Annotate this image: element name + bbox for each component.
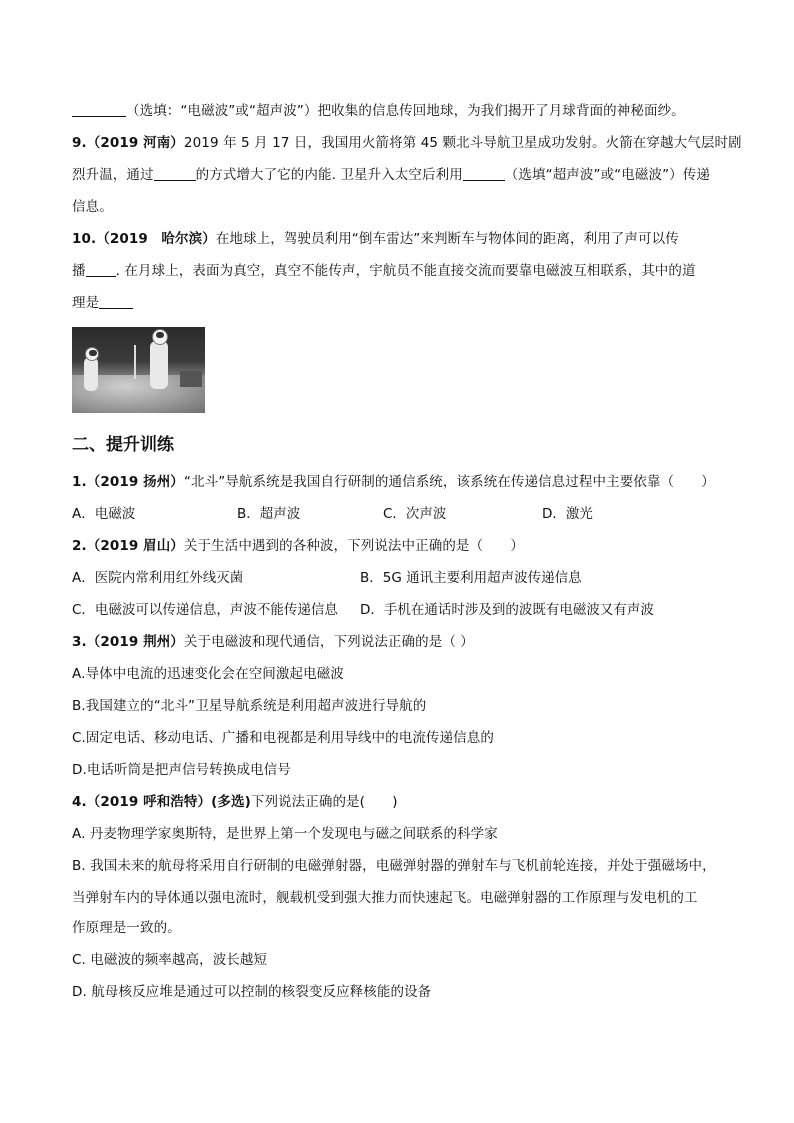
option-b: B．超声波 [237, 506, 301, 522]
question-3-stem: 3.（2019 荆州）关于电磁波和现代通信，下列说法正确的是（ ） [72, 634, 474, 650]
option-d: D．激光 [542, 506, 593, 522]
option-a: A. 丹麦物理学家奥斯特，是世界上第一个发现电与磁之间联系的科学家 [72, 826, 498, 842]
option-c: C．电磁波可以传递信息，声波不能传递信息 [72, 602, 338, 618]
option-b-line-1: B. 我国未来的航母将采用自行研制的电磁弹射器，电磁弹射器的弹射车与飞机前轮连接，并处于强磁场中， [72, 858, 716, 874]
option-a: A．电磁波 [72, 506, 136, 522]
question-source: （2019 眉山） [86, 538, 184, 554]
option-c: C. 电磁波的频率越高，波长越短 [72, 952, 268, 968]
answer-blank [463, 166, 505, 181]
section-title: 二、提升训练 [72, 435, 174, 455]
question-source: （2019 河南） [86, 135, 184, 151]
answer-blank [99, 294, 133, 309]
option-d: D.电话听筒是把声信号转换成电信号 [72, 762, 291, 778]
question-number: 9 [72, 135, 82, 151]
question-9-line-2: 烈升温，通过 的方式增大了它的内能. 卫星升入太空后利用 （选填“超声波”或“电磁波”）传递 [72, 167, 710, 183]
question-10-line-2: 播 . 在月球上，表面为真空，真空不能传声，宇航员不能直接交流而要靠电磁波互相联系，其中的道 [72, 263, 696, 279]
question-number: 3 [72, 634, 82, 650]
option-b-line-2: 当弹射车内的导体通以强电流时，舰载机受到强大推力而快速起飞。电磁弹射器的工作原理与发电机的工 [72, 890, 698, 906]
question-9-line-1: 9.（2019 河南）2019 年 5 月 17 日，我国用火箭将第 45 颗北斗导航卫星成功发射。火箭在穿越大气层时剧 [72, 135, 742, 151]
question-source: （2019 扬州） [86, 474, 184, 490]
astronaut-figure [84, 357, 98, 391]
question-4-stem: 4.（2019 呼和浩特）(多选)下列说法正确的是( ) [72, 794, 398, 810]
question-9-line-3: 信息。 [72, 199, 113, 215]
answer-blank [72, 102, 126, 117]
option-c: C．次声波 [383, 506, 447, 522]
astronaut-figure [150, 341, 168, 389]
question-10-line-3: 理是 [72, 293, 133, 313]
option-d: D. 航母核反应堆是通过可以控制的核裂变反应释核能的设备 [72, 984, 432, 1000]
question-2-stem: 2.（2019 眉山）关于生活中遇到的各种波，下列说法中正确的是（ ） [72, 538, 524, 554]
option-a: A．医院内常利用红外线灭菌 [72, 570, 244, 586]
question-source: （2019 呼和浩特）(多选) [86, 794, 251, 810]
question-number: 4 [72, 794, 82, 810]
option-b: B.我国建立的“北斗”卫星导航系统是利用超声波进行导航的 [72, 698, 427, 714]
question-1-stem: 1.（2019 扬州）“北斗”导航系统是我国自行研制的通信系统，该系统在传递信息过程中主要依靠（ ） [72, 474, 715, 490]
question-number: 2 [72, 538, 82, 554]
option-b-line-3: 作原理是一致的。 [72, 920, 181, 936]
answer-blank [154, 166, 196, 181]
question-source: （2019 荆州） [86, 634, 184, 650]
moon-astronauts-photo [72, 327, 205, 413]
question-source: （2019 哈尔滨） [96, 231, 216, 247]
option-b: B．5G 通讯主要利用超声波传递信息 [360, 570, 582, 586]
option-d: D．手机在通话时涉及到的波既有电磁波又有声波 [360, 602, 654, 618]
option-c: C.固定电话、移动电话、广播和电视都是利用导线中的电流传递信息的 [72, 730, 494, 746]
question-8-continuation: （选填：“电磁波”或“超声波”）把收集的信息传回地球，为我们揭开了月球背面的神秘面纱。 [72, 101, 685, 121]
answer-blank [86, 262, 116, 277]
option-a: A.导体中电流的迅速变化会在空间激起电磁波 [72, 666, 344, 682]
question-10-line-1: 10.（2019 哈尔滨）在地球上，驾驶员利用“倒车雷达”来判断车与物体间的距离，利用了声可以传 [72, 231, 679, 247]
flag-pole [134, 345, 136, 379]
question-number: 10 [72, 231, 91, 247]
lunar-equipment [180, 371, 202, 387]
question-number: 1 [72, 474, 82, 490]
